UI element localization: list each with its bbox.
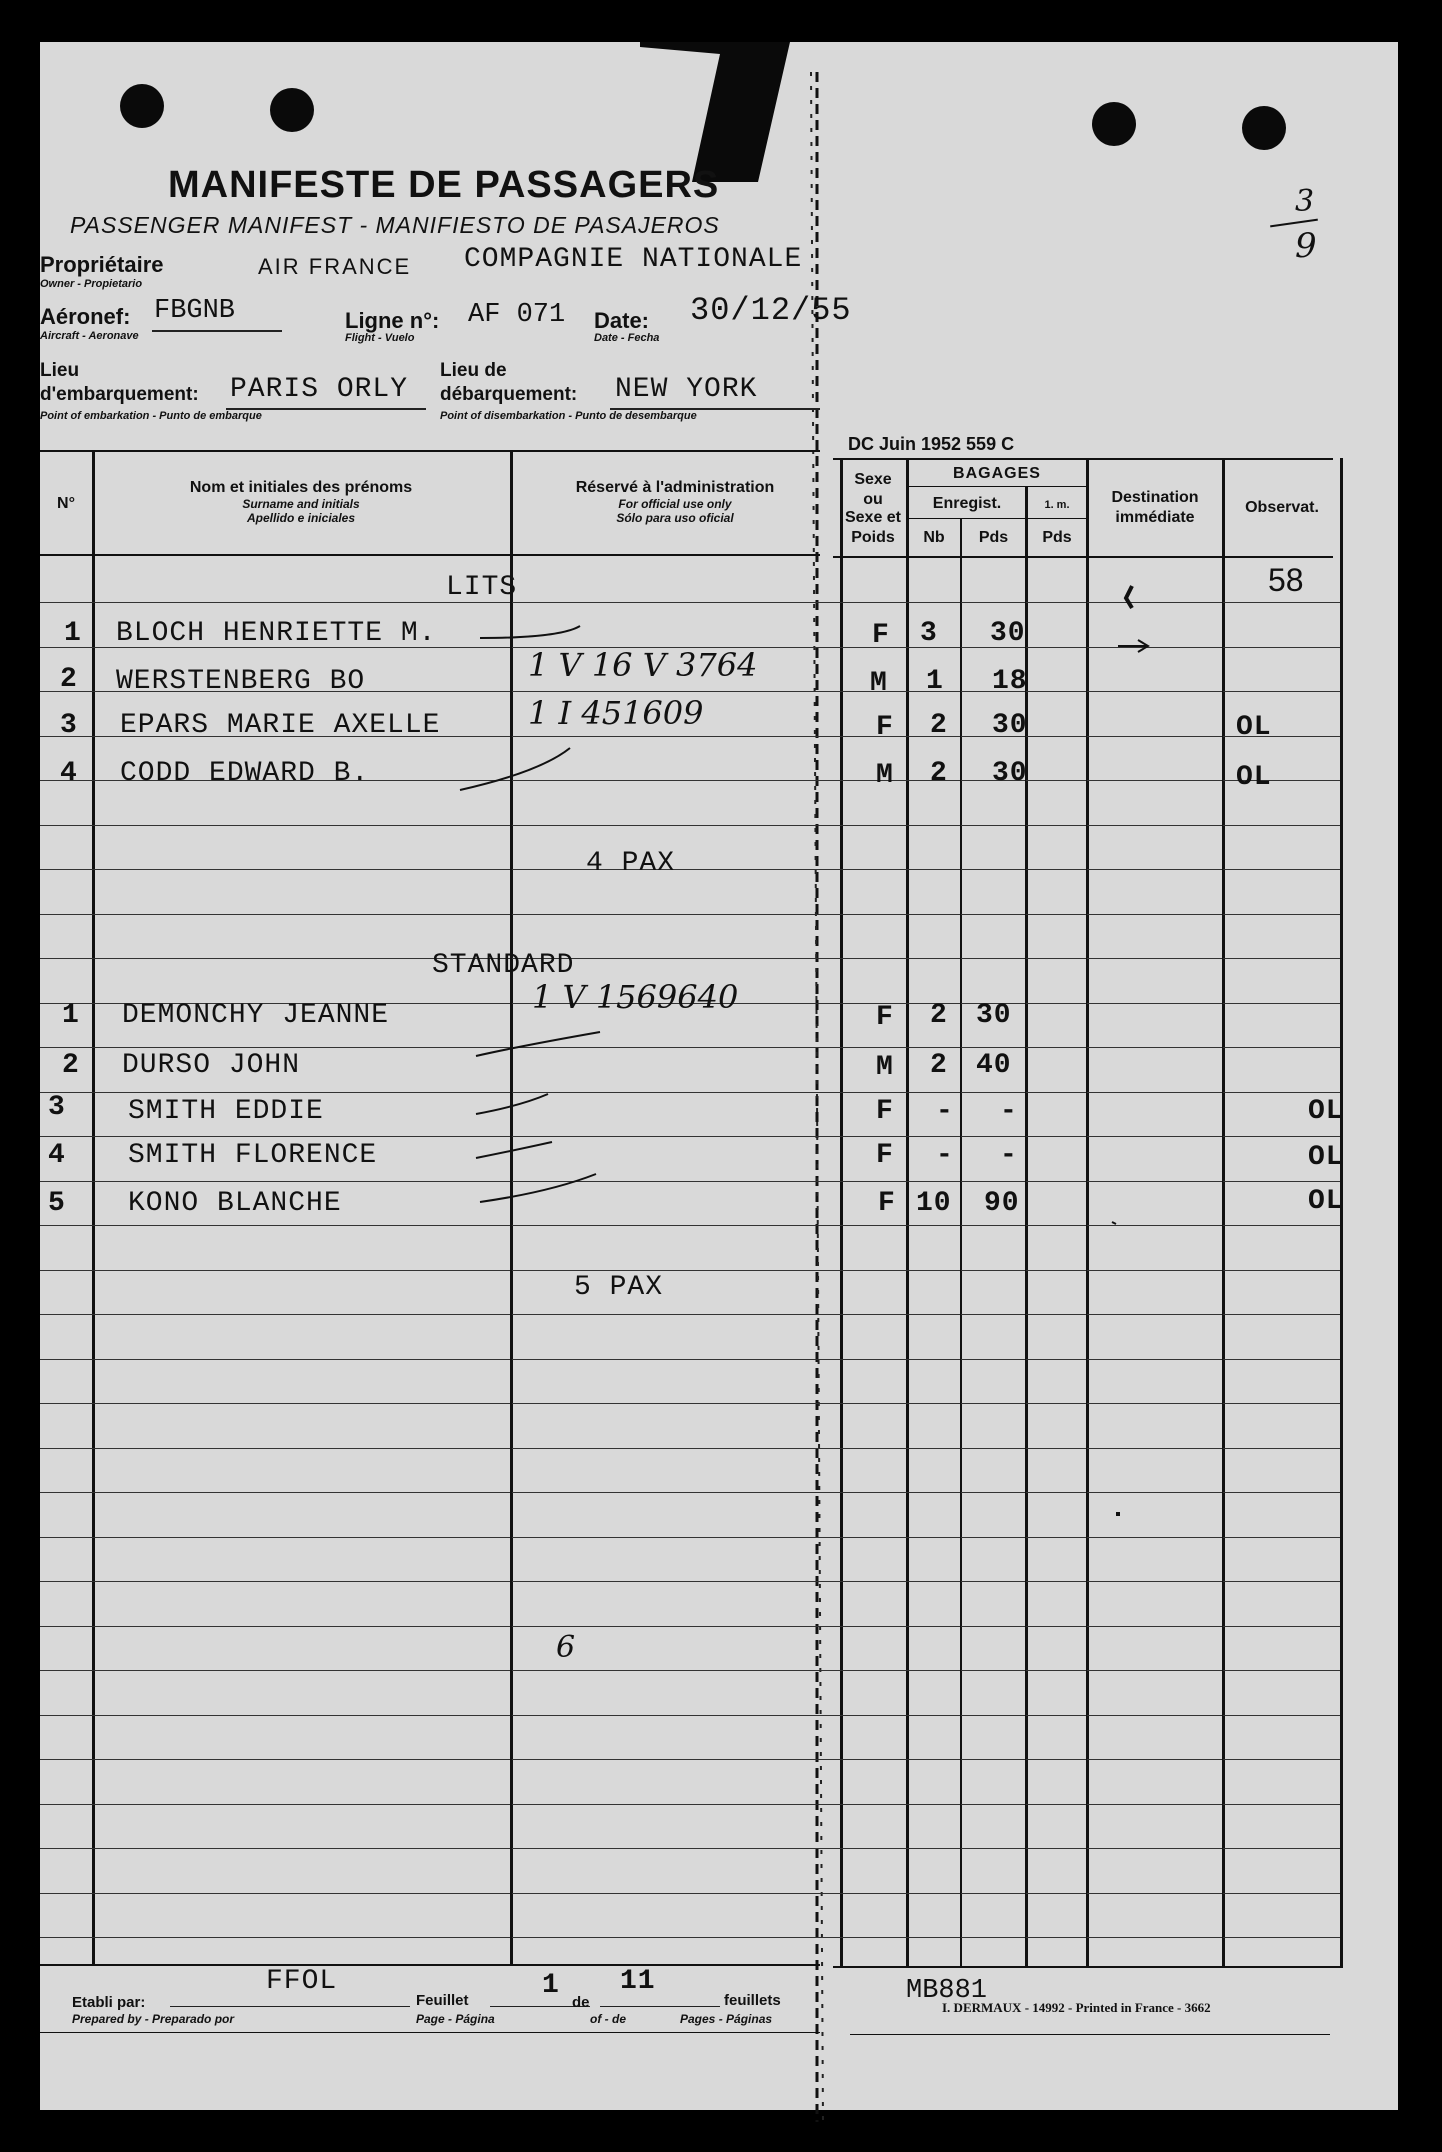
sheets-sub-label: Pages - Páginas xyxy=(680,2012,773,2026)
baggage-count: - xyxy=(936,1096,954,1127)
disembark-label-line1: Lieu de xyxy=(440,360,507,381)
col-header-sex-3: Sexe et xyxy=(844,509,902,526)
page-subtitle: PASSENGER MANIFEST - MANIFIESTO DE PASAJEROS xyxy=(70,212,720,238)
passenger-sex: F xyxy=(872,620,890,651)
passenger-name: DEMONCHY JEANNE xyxy=(122,1000,390,1031)
row-number: 4 xyxy=(48,1140,66,1171)
pen-strokes xyxy=(40,42,1398,2110)
passenger-sex: F xyxy=(876,1002,894,1033)
form-code: DC Juin 1952 559 C xyxy=(848,434,1015,454)
col-header-destination: Destination xyxy=(1111,489,1199,506)
prepared-by-value: FFOL xyxy=(266,1966,338,1997)
col-header-admin-sub1: For official use only xyxy=(618,497,732,511)
col-header-nb: Nb xyxy=(923,529,945,546)
col-header-name-sub2: Apellido e iniciales xyxy=(246,511,356,525)
of-sub-label: of - de xyxy=(590,2012,626,2026)
col-header-admin-sub2: Sólo para uso oficial xyxy=(616,511,734,525)
passenger-sex: F xyxy=(876,1140,894,1171)
admin-handwritten-code: 1 V 16 V 3764 xyxy=(528,646,758,684)
passenger-sex: M xyxy=(876,760,894,791)
page-fraction-denominator: 9 xyxy=(1295,226,1317,266)
col-header-observ: Observat. xyxy=(1245,499,1319,516)
line-value: AF 071 xyxy=(468,300,566,330)
disembark-label-line2: débarquement: xyxy=(440,384,578,405)
passenger-name: SMITH EDDIE xyxy=(128,1096,324,1127)
row-number: 3 xyxy=(60,710,78,741)
passenger-name: BLOCH HENRIETTE M. xyxy=(116,618,437,649)
baggage-weight: 30 xyxy=(976,1000,1012,1031)
of-label: de xyxy=(572,1994,590,2011)
passenger-sex: M xyxy=(876,1052,894,1083)
printer-imprint: I. DERMAUX - 14992 - Printed in France - 3662 xyxy=(942,2000,1211,2015)
passenger-sex: F xyxy=(878,1188,896,1219)
disembark-value: NEW YORK xyxy=(615,374,758,405)
col-header-name: Nom et initiales des prénoms xyxy=(189,479,413,496)
passenger-sex: F xyxy=(876,1096,894,1127)
baggage-weight: 30 xyxy=(992,758,1028,789)
aircraft-value: FBGNB xyxy=(154,296,236,326)
baggage-weight: 30 xyxy=(992,710,1028,741)
sheet-label: Feuillet xyxy=(416,1992,469,2009)
embark-value: PARIS ORLY xyxy=(230,374,409,405)
passenger-name: SMITH FLORENCE xyxy=(128,1140,378,1171)
baggage-count: 1 xyxy=(926,666,944,697)
date-value: 30/12/55 xyxy=(690,292,852,329)
observation-value: OL xyxy=(1308,1186,1344,1217)
row-number: 5 xyxy=(48,1188,66,1219)
line-label: Ligne n°: xyxy=(345,308,440,333)
sheets-label: feuillets xyxy=(724,1992,781,2009)
prepared-by-underline xyxy=(170,2006,410,2007)
baggage-count: 2 xyxy=(930,758,948,789)
passenger-name: EPARS MARIE AXELLE xyxy=(120,710,441,741)
aircraft-label: Aéronef: xyxy=(40,304,131,329)
col-header-destination-2: immédiate xyxy=(1115,509,1195,526)
sheet-sub-label: Page - Página xyxy=(416,2012,495,2026)
baggage-weight: - xyxy=(1000,1096,1018,1127)
owner-printed: AIR FRANCE xyxy=(258,254,412,279)
row-number: 2 xyxy=(62,1050,80,1081)
embark-label-line2: d'embarquement: xyxy=(40,384,199,405)
col-header-pds: Pds xyxy=(978,529,1009,546)
prepared-by-sub-label: Prepared by - Preparado por xyxy=(72,2012,235,2026)
page-fraction-numerator: 3 xyxy=(1295,184,1315,219)
observation-value: OL xyxy=(1236,762,1272,793)
col-header-name-sub1: Surname and initials xyxy=(242,497,360,511)
admin-handwritten-code: 1 I 451609 xyxy=(528,694,704,732)
col-header-sex-2: ou xyxy=(863,491,883,508)
section-label-lits: LITS xyxy=(446,572,518,603)
observation-value: OL xyxy=(1308,1096,1344,1127)
embark-sub-label: Point of embarkation - Punto de embarque xyxy=(40,410,262,422)
passenger-name: WERSTENBERG BO xyxy=(116,666,366,697)
baggage-weight: 30 xyxy=(990,618,1026,649)
col-header-bagages: BAGAGES xyxy=(953,465,1041,482)
baggage-count: 3 xyxy=(920,618,938,649)
baggage-weight: 90 xyxy=(984,1188,1020,1219)
admin-handwritten-code: 1 V 1569640 xyxy=(532,978,739,1016)
baggage-count: 10 xyxy=(916,1188,952,1219)
passenger-name: DURSO JOHN xyxy=(122,1050,301,1081)
observation-value: OL xyxy=(1308,1142,1344,1173)
col-header-sex-4: Poids xyxy=(851,529,895,546)
col-header-no: N° xyxy=(57,495,75,512)
sheet-total-value: 11 xyxy=(620,1966,656,1997)
baggage-count: - xyxy=(936,1140,954,1171)
aircraft-sub-label: Aircraft - Aeronave xyxy=(40,330,139,342)
section-total-standard: 5 PAX xyxy=(574,1272,664,1303)
col-header-admin: Réservé à l'administration xyxy=(575,479,775,496)
embark-label-line1: Lieu xyxy=(40,360,80,381)
passenger-name: KONO BLANCHE xyxy=(128,1188,342,1219)
section-total-lits: 4 PAX xyxy=(586,848,676,879)
row-number: 4 xyxy=(60,758,78,789)
col-header-hand-baggage: 1. m. xyxy=(1044,499,1070,511)
col-header-enregist: Enregist. xyxy=(932,495,1002,512)
date-label: Date: xyxy=(594,308,650,333)
baggage-count: 2 xyxy=(930,1000,948,1031)
row-number: 1 xyxy=(64,618,82,649)
owner-label: Propriétaire xyxy=(40,252,164,277)
baggage-count: 2 xyxy=(930,710,948,741)
passenger-name: CODD EDWARD B. xyxy=(120,758,370,789)
prepared-by-label: Etabli par: xyxy=(72,1994,146,2011)
stray-handwritten-mark: 6 xyxy=(556,1630,576,1665)
form-reference-code: MB881 xyxy=(906,1976,988,2006)
baggage-weight: 18 xyxy=(992,666,1028,697)
col-header-sex-1: Sexe xyxy=(854,471,892,488)
row-number: 1 xyxy=(62,1000,80,1031)
observ-top-value: 58 xyxy=(1268,562,1304,598)
owner-value: COMPAGNIE NATIONALE xyxy=(464,244,803,275)
col-header-pds-hand: Pds xyxy=(1042,529,1072,546)
disembark-sub-label: Point of disembarkation - Punto de desembarque xyxy=(440,410,697,422)
manifest-sheet xyxy=(40,42,1398,2110)
sheet-total-underline xyxy=(600,2006,720,2007)
row-number: 2 xyxy=(60,664,78,695)
page-title: MANIFESTE DE PASSAGERS xyxy=(168,164,720,206)
observation-value: OL xyxy=(1236,712,1272,743)
section-label-standard: STANDARD xyxy=(432,950,575,981)
line-sub-label: Flight - Vuelo xyxy=(345,332,415,344)
baggage-weight: - xyxy=(1000,1140,1018,1171)
passenger-sex: F xyxy=(876,712,894,743)
baggage-count: 2 xyxy=(930,1050,948,1081)
sheet-value: 1 xyxy=(542,1970,560,2001)
row-number: 3 xyxy=(48,1092,66,1123)
owner-sub-label: Owner - Propietario xyxy=(40,278,143,290)
passenger-sex: M xyxy=(870,668,888,699)
baggage-weight: 40 xyxy=(976,1050,1012,1081)
date-sub-label: Date - Fecha xyxy=(594,332,660,344)
